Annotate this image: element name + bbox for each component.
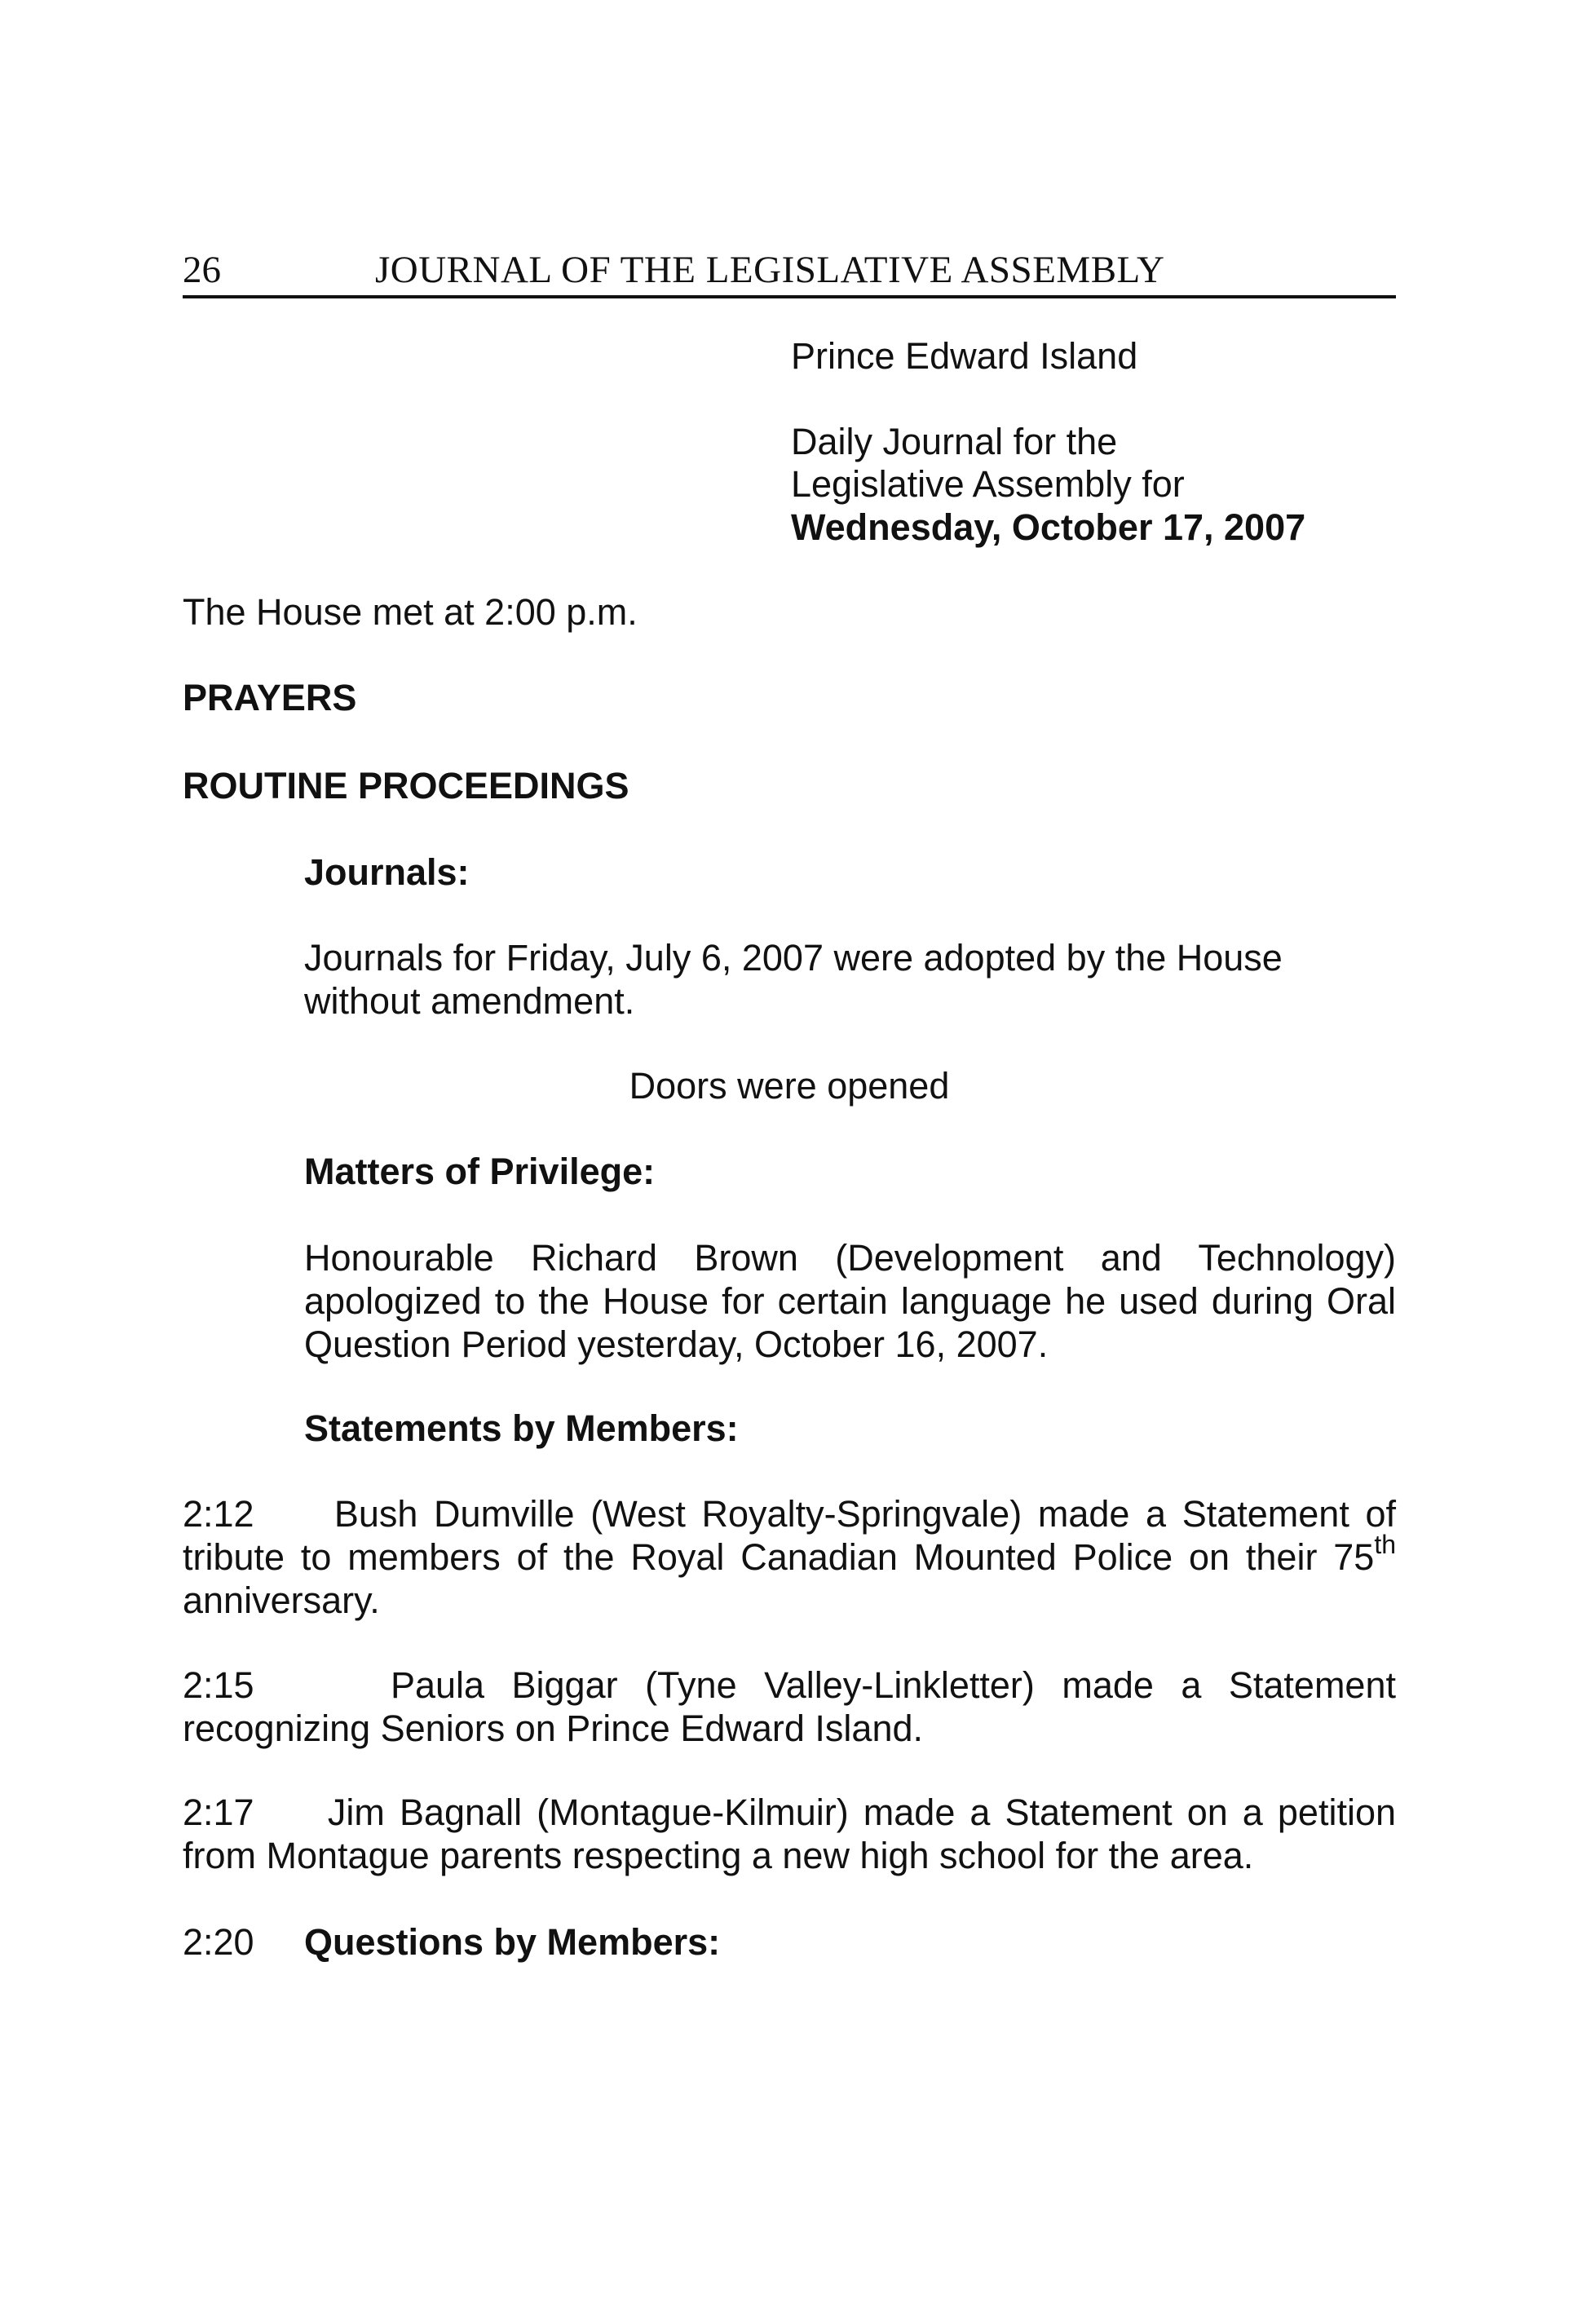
statement-time: 2:15 bbox=[183, 1664, 254, 1706]
journals-text: Journals for Friday, July 6, 2007 were adopted by the House without amendment. bbox=[304, 937, 1283, 1022]
journal-title: JOURNAL OF THE LEGISLATIVE ASSEMBLY bbox=[375, 249, 1165, 291]
opening-line: The House met at 2:00 p.m. bbox=[183, 591, 638, 633]
page-number: 26 bbox=[183, 249, 221, 291]
doors-opened: Doors were opened bbox=[629, 1065, 950, 1107]
statement-body: Jim Bagnall (Montague-Kilmuir) made a Statement on a petition from Montague parents respecting a new high school for the area. bbox=[183, 1792, 1397, 1876]
statement-time: 2:17 bbox=[183, 1792, 254, 1833]
statements-heading: Statements by Members: bbox=[304, 1407, 739, 1449]
routine-proceedings-heading: ROUTINE PROCEEDINGS bbox=[183, 765, 629, 806]
dateline-line-2: Legislative Assembly for bbox=[791, 463, 1185, 505]
statement-body: Paula Biggar (Tyne Valley-Linkletter) made a Statement recognizing Seniors on Prince Edward Island. bbox=[183, 1664, 1396, 1749]
privilege-heading: Matters of Privilege: bbox=[304, 1151, 656, 1192]
ordinal-suffix: th bbox=[1374, 1530, 1396, 1559]
statement-text bbox=[183, 1791, 1396, 1877]
province-name: Prince Edward Island bbox=[791, 335, 1138, 377]
running-header bbox=[183, 245, 1396, 298]
questions-time: 2:20 bbox=[183, 1921, 254, 1963]
dateline-line-1: Daily Journal for the bbox=[791, 421, 1118, 462]
sitting-date: Wednesday, October 17, 2007 bbox=[791, 506, 1306, 548]
statement-body: Bush Dumville (West Royalty-Springvale) made a Statement of tribute to members of the Royal Canadian Mounted Police on their 75 bbox=[183, 1493, 1396, 1578]
statement-text bbox=[183, 1663, 1396, 1750]
privilege-text: Honourable Richard Brown (Development and Technology) apologized to the House for certain language he used during Oral Question Period yesterday, October 16, 2007. bbox=[304, 1237, 1396, 1365]
statement-text bbox=[183, 1492, 1396, 1622]
journals-heading: Journals: bbox=[304, 851, 470, 893]
prayers-heading: PRAYERS bbox=[183, 677, 357, 718]
statement-time: 2:12 bbox=[183, 1493, 254, 1535]
statement-tail: anniversary. bbox=[183, 1580, 380, 1621]
questions-heading: Questions by Members: bbox=[304, 1921, 721, 1963]
